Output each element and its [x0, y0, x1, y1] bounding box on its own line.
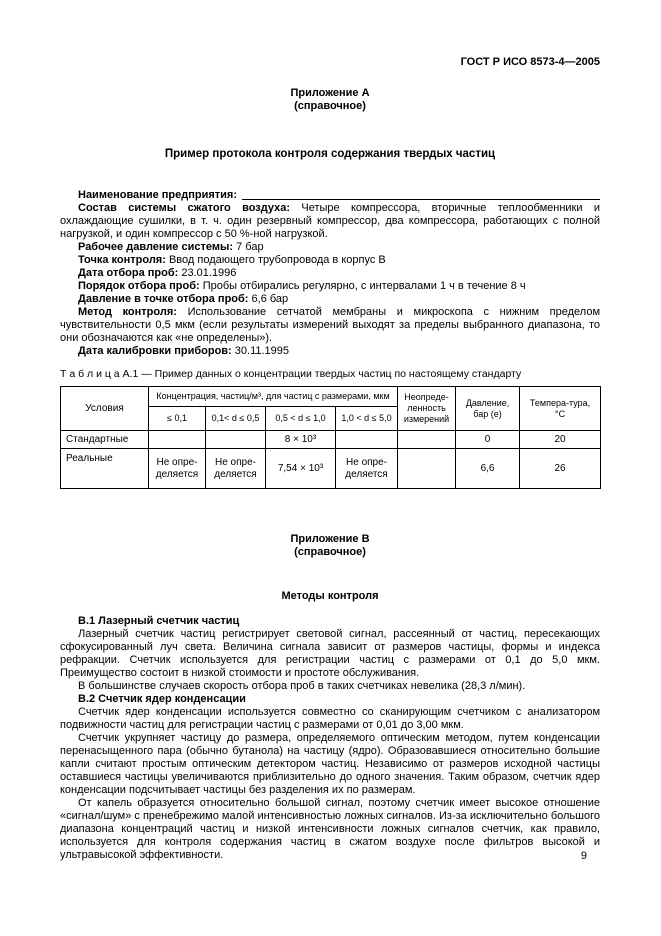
row-real-c1: Не опре-деляется: [149, 449, 206, 489]
row-real-c2: Не опре-деляется: [206, 449, 266, 489]
table-row-real: [61, 449, 601, 489]
field-working-pressure-label: Рабочее давление системы:: [78, 241, 234, 253]
section-b1-paragraph: Лазерный счетчик частиц регистрирует световой сигнал, рассеянный от частиц, пересекающих сфокусированный луч света. Величина сигнала зависит от размеров частицы, формы и индекса рефракции. Счетчик используется для регистрации частиц с размерами от 0,1 до 5,0 мкм. Преимущество состоит в низкой стоимости и простоте обслуживания.: [60, 628, 600, 679]
col-header-pressure: Давление, бар (е): [456, 387, 520, 431]
section-b2-heading: В.2 Счетчик ядер конденсации: [78, 693, 246, 705]
table-header-row-1: [61, 387, 601, 407]
col-header-conditions: Условия: [61, 387, 149, 431]
field-working-pressure-value: 7 бар: [236, 241, 264, 253]
field-sampling-order: [60, 280, 600, 293]
size-range-2: 0,1< d ≤ 0,5: [206, 407, 266, 431]
field-company-label: Наименование предприятия:: [78, 189, 237, 201]
section-b1-heading: В.1 Лазерный счетчик частиц: [78, 615, 240, 627]
table-caption: [60, 368, 600, 381]
col-header-concentration: Концентрация, частиц/м³, для частиц с размерами, мкм: [149, 387, 398, 407]
page-number: 9: [580, 850, 587, 862]
field-sampling-date-label: Дата отбора проб:: [78, 267, 179, 279]
col-header-temperature: Темпера-тура, °С: [520, 387, 601, 431]
field-sampling-pressure: [60, 293, 600, 306]
protocol-title: Пример протокола контроля содержания твердых частиц: [164, 148, 496, 160]
section-b2-paragraph: Счетчик укрупняет частицу до размера, определяемого оптическим методом, путем конденсации перенасыщенного пара (обычно бутанола) на частицу (ядро). Образовавшиеся относительно большие капли считают простым оптическим детектором частиц. Независимо от размеров исходной частицы оставшиеся частицы увеличиваются приблизительно до одного значения. Таким образом, счетчик ядер конденсации подсчитывает частицы без разделения их по размерам.: [60, 732, 600, 796]
field-company: [60, 189, 600, 202]
row-standard-condition: Стандартные: [61, 431, 149, 449]
field-sampling-date-value: 23.01.1996: [181, 267, 237, 279]
blank-underline: [242, 189, 600, 200]
row-real-c3: 7,54 × 10³: [266, 449, 336, 489]
section-b1-paragraph: В большинстве случаев скорость отбора проб в таких счетчиках невелика (28,3 л/мин).: [78, 680, 526, 692]
table-caption-label: Т а б л и ц а А.1 —: [60, 368, 152, 380]
field-control-method-value: Использование сетчатой мембраны и микроскопа с нижним пределом чувствительности 0,5 мкм (если результаты измерений выходят за пределы выбранного диапазона, то они обозначаются как «не определены»).: [60, 306, 601, 344]
field-calibration-date-label: Дата калибровки приборов:: [78, 345, 232, 357]
methods-title: Методы контроля: [281, 590, 379, 602]
section-b2-paragraph: От капель образуется относительно большой сигнал, поэтому счетчик имеет высокое отношение «сигнал/шум» с пренебрежимо малой интенсивностью ложных сигналов. Из-за исключительно большого диапазона концентраций частиц и низкой интенсивности ложных сигналов счетчик, как правило, используется для контроля содержания частиц в сжатом воздухе после фильтров высокой и ультравысокой эффективности.: [60, 797, 600, 861]
row-real-condition: Реальные: [61, 449, 149, 489]
field-control-method: [60, 306, 600, 345]
appendix-b-label: Приложение В: [290, 533, 370, 545]
appendix-a-label: Приложение А: [290, 87, 370, 99]
field-control-point-label: Точка контроля:: [78, 254, 166, 266]
row-standard-c1: [149, 431, 206, 449]
row-standard-temperature: 20: [520, 431, 601, 449]
table-row-standard: [61, 431, 601, 449]
row-standard-uncertainty: [398, 431, 456, 449]
size-range-4: 1,0 < d ≤ 5,0: [336, 407, 398, 431]
field-sampling-order-label: Порядок отбора проб:: [78, 280, 200, 292]
field-control-method-label: Метод контроля:: [78, 306, 177, 318]
row-real-uncertainty: [398, 449, 456, 489]
field-control-point-value: Ввод подающего трубопровода в корпус В: [168, 254, 386, 266]
field-control-point: [60, 254, 600, 267]
row-standard-c4: [336, 431, 398, 449]
appendix-b-heading: [60, 533, 600, 559]
field-system-composition-value: Четыре компрессора, вторичные теплообменники и охлаждающие сушилки, в т. ч. один резервный компрессор, два компрессора, работающих с полной нагрузкой, и один компрессор с 50 %-ной нагрузкой.: [60, 202, 600, 240]
field-system-composition-label: Состав системы сжатого воздуха:: [78, 202, 291, 214]
row-standard-c3: 8 × 10³: [266, 431, 336, 449]
row-real-temperature: 26: [520, 449, 601, 489]
field-sampling-pressure-label: Давление в точке отбора проб:: [78, 293, 249, 305]
appendix-b-sublabel: (справочное): [294, 546, 366, 558]
appendix-a-heading: [60, 87, 600, 113]
protocol-fields: [60, 189, 600, 358]
row-real-c4: Не опре-деляется: [336, 449, 398, 489]
field-sampling-pressure-value: 6,6 бар: [251, 293, 289, 305]
size-range-3: 0,5 < d ≤ 1,0: [266, 407, 336, 431]
field-calibration-date: [60, 345, 600, 358]
row-standard-pressure: 0: [456, 431, 520, 449]
field-sampling-date: [60, 267, 600, 280]
row-standard-c2: [206, 431, 266, 449]
section-b2-paragraph: Счетчик ядер конденсации используется совместно со сканирующим счетчиком с анализатором подвижности частиц для регистрации частиц с размерами от 0,01 до 3,00 мкм.: [60, 706, 600, 731]
table-a1: [60, 386, 601, 489]
appendix-a-sublabel: (справочное): [294, 100, 366, 112]
field-calibration-date-value: 30.11.1995: [234, 345, 290, 357]
field-system-composition: [60, 202, 600, 241]
field-working-pressure: [60, 241, 600, 254]
document-header: [60, 56, 600, 69]
col-header-uncertainty: Неопреде-ленность измерений: [398, 387, 456, 431]
row-real-pressure: 6,6: [456, 449, 520, 489]
standard-number: ГОСТ Р ИСО 8573-4—2005: [460, 56, 600, 68]
section-b2: [60, 693, 600, 862]
field-sampling-order-value: Пробы отбирались регулярно, с интервалами 1 ч в течение 8 ч: [202, 280, 526, 292]
section-b1: [60, 615, 600, 693]
table-caption-text: Пример данных о концентрации твердых частиц по настоящему стандарту: [154, 368, 522, 380]
size-range-1: ≤ 0,1: [149, 407, 206, 431]
